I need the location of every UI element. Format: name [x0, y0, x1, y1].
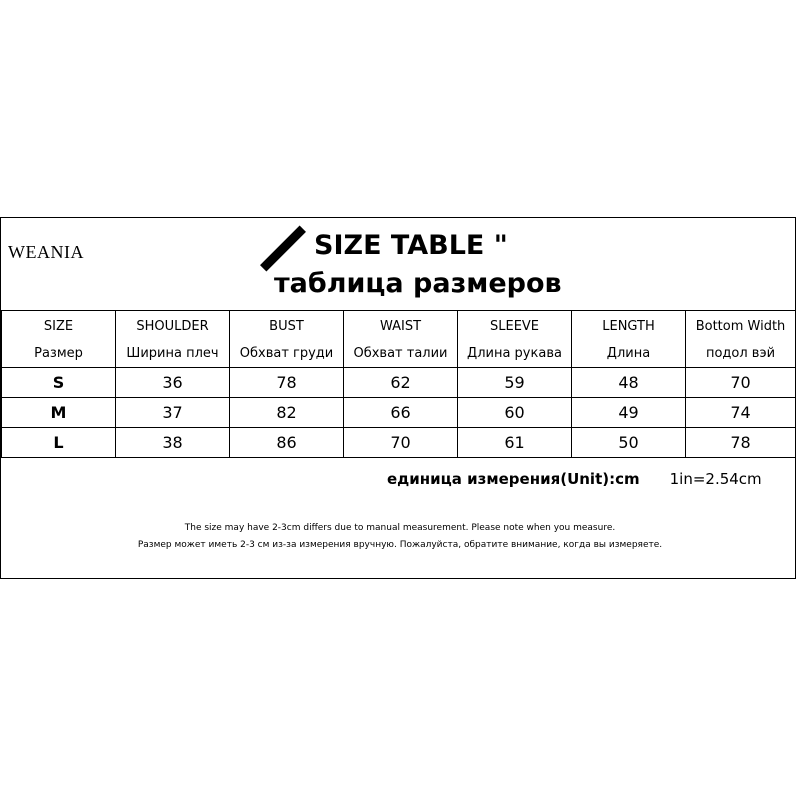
header-en: Bottom Width [695, 319, 786, 334]
header-cell-waist [344, 311, 458, 368]
table-cell: 82 [230, 398, 344, 428]
header-ru: Обхват груди [239, 346, 334, 361]
table-cell: 37 [116, 398, 230, 428]
header-en: SHOULDER [136, 319, 209, 334]
table-row [2, 428, 796, 458]
header-ru: подол вэй [705, 346, 776, 361]
header-en: SLEEVE [489, 319, 540, 334]
size-table [1, 310, 796, 458]
table-cell-size: M [2, 398, 116, 428]
header-cell-bust [230, 311, 344, 368]
unit-conversion: 1in=2.54cm [669, 470, 762, 488]
table-cell-size: S [2, 368, 116, 398]
table-cell: 38 [116, 428, 230, 458]
header-ru: Обхват талии [353, 346, 448, 361]
table-cell-size: L [2, 428, 116, 458]
table-row [2, 368, 796, 398]
header-ru: Длина [606, 346, 651, 361]
table-cell: 59 [458, 368, 572, 398]
header-cell-sleeve [458, 311, 572, 368]
table-cell: 78 [686, 428, 796, 458]
table-cell: 49 [572, 398, 686, 428]
unit-line [387, 470, 762, 488]
table-cell: 66 [344, 398, 458, 428]
table-cell: 60 [458, 398, 572, 428]
table-cell: 50 [572, 428, 686, 458]
table-cell: 48 [572, 368, 686, 398]
header-en: BUST [269, 319, 304, 334]
brand-logo: WEANIA [8, 242, 84, 262]
header-en: WAIST [379, 319, 422, 334]
header-en: SIZE [43, 319, 74, 334]
header-ru: Длина рукава [467, 346, 562, 361]
table-cell: 36 [116, 368, 230, 398]
table-cell: 62 [344, 368, 458, 398]
header-cell-length [572, 311, 686, 368]
header-cell-bottom-width [686, 311, 796, 368]
title-russian: таблица размеров [274, 268, 562, 299]
measurement-note-russian: Размер может иметь 2-3 см из-за измерения вручную. Пожалуйста, обратите внимание, когда вы измеряете. [137, 540, 663, 550]
unit-label: единица измерения(Unit):cm [387, 470, 640, 488]
header-cell-size [2, 311, 116, 368]
table-header-row [2, 311, 796, 368]
table-cell: 78 [230, 368, 344, 398]
table-cell: 61 [458, 428, 572, 458]
table-cell: 70 [686, 368, 796, 398]
header-ru: Размер [34, 346, 83, 361]
table-cell: 86 [230, 428, 344, 458]
table-cell: 74 [686, 398, 796, 428]
header-en: LENGTH [602, 319, 655, 334]
header-ru: Ширина плеч [126, 346, 219, 361]
measurement-note-english: The size may have 2-3cm differs due to manual measurement. Please note when you measure. [184, 523, 616, 533]
header-cell-shoulder [116, 311, 230, 368]
table-cell: 70 [344, 428, 458, 458]
title-english: SIZE TABLE " [314, 230, 508, 261]
table-row [2, 398, 796, 428]
